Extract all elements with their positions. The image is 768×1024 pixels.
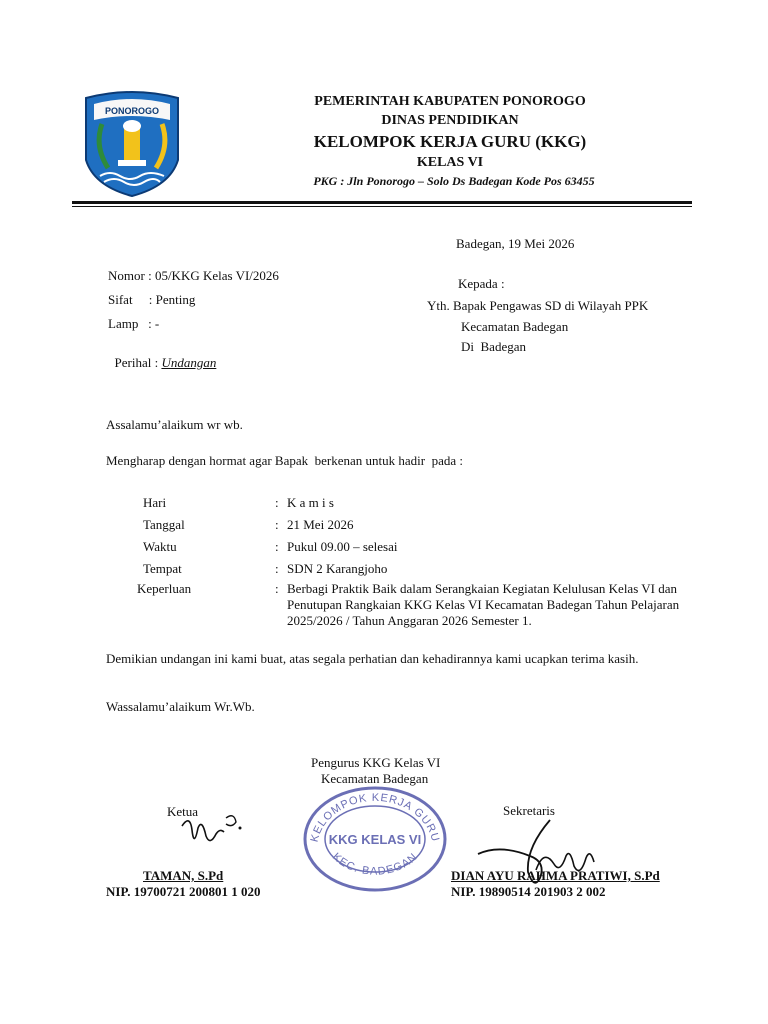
detail-label-purpose: Keperluan xyxy=(137,581,192,596)
farewell: Wassalamu’alaikum Wr.Wb. xyxy=(106,699,255,714)
greeting: Assalamu’alaikum wr wb. xyxy=(106,417,243,432)
detail-value-date: 21 Mei 2026 xyxy=(287,517,354,532)
letter-attachment: Lamp : - xyxy=(108,316,160,331)
subject-label: Perihal : xyxy=(114,355,162,370)
official-stamp xyxy=(300,782,450,892)
signatory-organization: Pengurus KKG Kelas VI xyxy=(311,755,441,770)
detail-colon: : xyxy=(275,561,279,576)
letterhead-thin-rule xyxy=(72,206,692,207)
letter-subject xyxy=(108,339,216,371)
secretary-role: Sekretaris xyxy=(503,803,555,818)
detail-colon: : xyxy=(275,495,279,510)
chairman-signature xyxy=(176,808,246,858)
letter-number: Nomor : 05/KKG Kelas VI/2026 xyxy=(108,268,279,283)
intro-text: Mengharap dengan hormat agar Bapak berkenan untuk hadir pada : xyxy=(106,453,464,468)
chairman-name: TAMAN, S.Pd xyxy=(143,868,224,883)
svg-text:KELOMPOK KERJA GURU: KELOMPOK KERJA GURU xyxy=(308,791,442,844)
letterhead-thick-rule xyxy=(72,201,692,204)
detail-label-day: Hari xyxy=(143,495,167,510)
signatory-district: Kecamatan Badegan xyxy=(321,771,429,786)
closing-paragraph: Demikian undangan ini kami buat, atas segala perhatian dan kehadirannya kami ucapkan terima kasih. xyxy=(106,651,639,666)
svg-text:KEC. BADEGAN: KEC. BADEGAN xyxy=(329,850,421,878)
detail-label-date: Tanggal xyxy=(143,517,185,532)
subject-value: Undangan xyxy=(161,355,217,370)
svg-text:KKG KELAS VI: KKG KELAS VI xyxy=(328,832,422,847)
letterhead-class: KELAS VI xyxy=(416,155,484,170)
recipient-line-1: Yth. Bapak Pengawas SD di Wilayah PPK xyxy=(427,298,649,313)
svg-text:PONOROGO: PONOROGO xyxy=(104,106,160,116)
secretary-nip: NIP. 19890514 201903 2 002 xyxy=(451,884,606,899)
secretary-name: DIAN AYU RAHMA PRATIWI, S.Pd xyxy=(451,868,660,883)
letterhead-address: PKG : Jln Ponorogo – Solo Ds Badegan Kode Pos 63455 xyxy=(313,174,595,188)
detail-colon: : xyxy=(275,539,279,554)
recipient-line-2: Kecamatan Badegan xyxy=(461,319,569,334)
chairman-role: Ketua xyxy=(167,804,199,819)
recipient-heading: Kepada : xyxy=(458,276,505,291)
detail-value-purpose: Berbagi Praktik Baik dalam Serangkaian Kegiatan Kelulusan Kelas VI dan Penutupan Rangkaian KKG Kelas VI Kecamatan Badegan Tahun Pelajaran 2025/2026 / Tahun Anggaran 2026 Semester 1. xyxy=(287,581,680,628)
detail-value-time: Pukul 09.00 – selesai xyxy=(287,539,398,554)
detail-value-place: SDN 2 Karangjoho xyxy=(287,561,388,576)
letterhead-department: DINAS PENDIDIKAN xyxy=(381,113,519,128)
recipient-line-3: Di Badegan xyxy=(461,339,526,354)
detail-colon: : xyxy=(275,517,279,532)
detail-label-place: Tempat xyxy=(143,561,182,576)
letter-nature: Sifat : Penting xyxy=(108,292,196,307)
letterhead-government: PEMERINTAH KABUPATEN PONOROGO xyxy=(314,94,586,109)
chairman-nip: NIP. 19700721 200801 1 020 xyxy=(106,884,261,899)
letter-date: Badegan, 19 Mei 2026 xyxy=(456,236,575,251)
letterhead-organization: KELOMPOK KERJA GURU (KKG) xyxy=(313,132,587,151)
detail-label-time: Waktu xyxy=(143,539,177,554)
detail-colon: : xyxy=(275,581,279,596)
detail-value-day: K a m i s xyxy=(287,495,334,510)
